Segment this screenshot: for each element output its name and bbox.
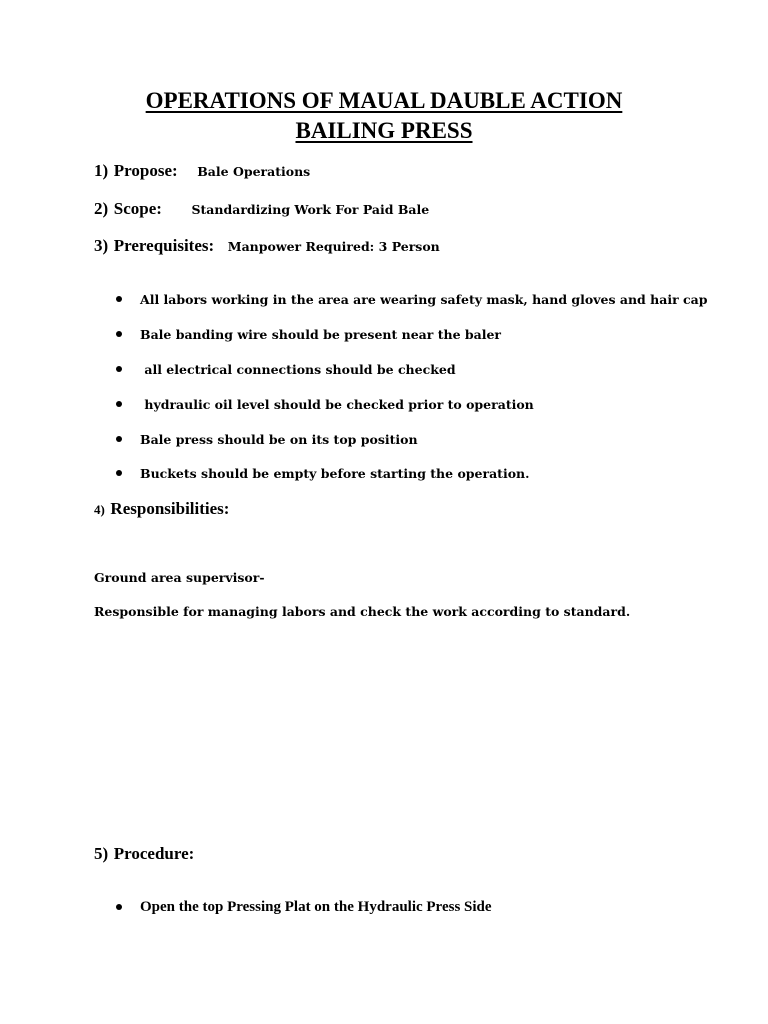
list-item-text: Open the top Pressing Plat on the Hydraulic Press Side [140, 899, 492, 915]
document-title-line-1: OPERATIONS OF MAUAL DAUBLE ACTION [145, 88, 623, 113]
responsibility-role: Ground area supervisor- [94, 570, 265, 585]
section-heading: Procedure: [113, 844, 195, 863]
section-number: 3) [94, 236, 109, 255]
section-procedure [94, 844, 194, 864]
section-number: 1) [94, 161, 109, 180]
bullet-icon [116, 296, 122, 302]
responsibility-description: Responsible for managing labors and check the work according to standard. [94, 604, 631, 619]
list-item-text: hydraulic oil level should be checked prior to operation [140, 397, 534, 412]
list-item-text: Bale banding wire should be present near the baler [140, 327, 502, 342]
section-value: Bale Operations [197, 164, 311, 179]
section-value: Standardizing Work For Paid Bale [191, 202, 430, 217]
section-prerequisites [94, 236, 440, 256]
section-scope [94, 199, 429, 219]
list-item-text: Buckets should be empty before starting the operation. [140, 466, 530, 481]
section-responsibilities [94, 499, 229, 519]
section-propose [94, 161, 310, 181]
document-title [0, 86, 768, 146]
bullet-icon [116, 470, 122, 476]
bullet-icon [116, 904, 122, 910]
section-number: 4) [94, 502, 105, 517]
bullet-icon [116, 331, 122, 337]
section-value: Manpower Required: 3 Person [227, 239, 440, 254]
list-item-text: All labors working in the area are wearing safety mask, hand gloves and hair cap [140, 292, 708, 307]
section-heading: Prerequisites: [113, 236, 215, 255]
section-number: 2) [94, 199, 109, 218]
section-heading: Propose: [113, 161, 178, 180]
section-number: 5) [94, 844, 109, 863]
section-heading: Scope: [113, 199, 162, 218]
bullet-icon [116, 436, 122, 442]
bullet-icon [116, 366, 122, 372]
section-heading: Responsibilities: [110, 499, 230, 518]
document-title-line-2: BAILING PRESS [295, 118, 473, 143]
list-item-text: all electrical connections should be checked [140, 362, 456, 377]
list-item-text: Bale press should be on its top position [140, 432, 418, 447]
bullet-icon [116, 401, 122, 407]
